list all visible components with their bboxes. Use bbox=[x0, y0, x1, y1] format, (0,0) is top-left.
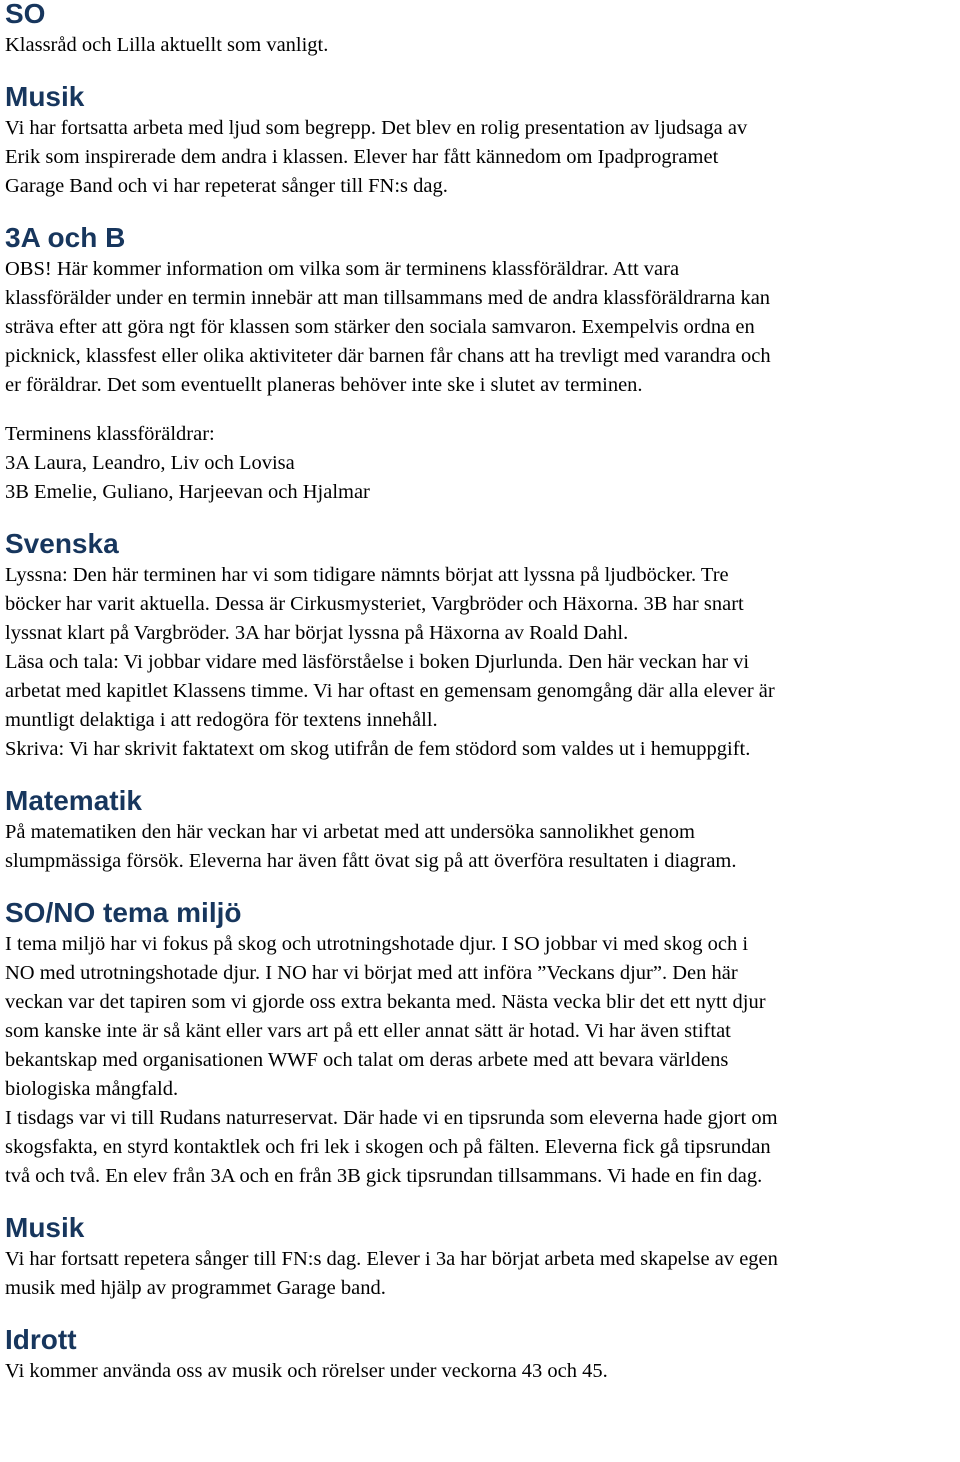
body-line: arbetat med kapitlet Klassens timme. Vi har oftast en gemensam genomgång där alla elever är bbox=[5, 680, 775, 702]
section-heading: Matematik bbox=[5, 785, 142, 816]
section-so bbox=[5, 0, 957, 60]
parents-3b: 3B Emelie, Guliano, Harjeevan och Hjalmar bbox=[5, 481, 370, 503]
section-musik bbox=[5, 80, 957, 201]
body-line: Skriva: Vi har skrivit faktatext om skog utifrån de fem stödord som valdes ut i hemuppgift. bbox=[5, 738, 751, 760]
body-line: Vi har fortsatt repetera sånger till FN:s dag. Elever i 3a har börjat arbeta med skapelse av egen bbox=[5, 1248, 778, 1270]
body-line: Garage Band och vi har repeterat sånger till FN:s dag. bbox=[5, 175, 448, 197]
body-line: OBS! Här kommer information om vilka som är terminens klassföräldrar. Att vara bbox=[5, 258, 680, 280]
body-line: Erik som inspirerade dem andra i klassen. Elever har fått kännedom om Ipadprogramet bbox=[5, 146, 719, 168]
section-heading: Musik bbox=[5, 81, 85, 112]
section-3a-och-b bbox=[5, 221, 957, 507]
section-idrott bbox=[5, 1323, 957, 1386]
section-heading: SO/NO tema miljö bbox=[5, 897, 242, 928]
body-line: Vi kommer använda oss av musik och rörelser under veckorna 43 och 45. bbox=[5, 1360, 608, 1382]
section-so-no-tema-miljo bbox=[5, 896, 957, 1191]
section-heading: SO bbox=[5, 0, 46, 29]
body-line: Klassråd och Lilla aktuellt som vanligt. bbox=[5, 34, 329, 56]
body-line: veckan var det tapiren som vi gjorde oss extra bekanta med. Nästa vecka blir det ett nytt djur bbox=[5, 991, 766, 1013]
section-heading: Idrott bbox=[5, 1324, 77, 1355]
body-line: böcker har varit aktuella. Dessa är Cirkusmysteriet, Vargbröder och Häxorna. 3B har snart bbox=[5, 593, 744, 615]
body-line: NO med utrotningshotade djur. I NO har vi börjat med att införa ”Veckans djur”. Den här bbox=[5, 962, 738, 984]
body-line: skogsfakta, en styrd kontaktlek och fri lek i skogen och på fälten. Eleverna fick gå tipsrundan bbox=[5, 1136, 771, 1158]
section-matematik bbox=[5, 784, 957, 876]
body-line: klassförälder under en termin innebär att man tillsammans med de andra klassföräldrarna kan bbox=[5, 287, 771, 309]
section-musik-2 bbox=[5, 1211, 957, 1303]
body-line: På matematiken den här veckan har vi arbetat med att undersöka sannolikhet genom bbox=[5, 821, 695, 843]
body-line: slumpmässiga försök. Eleverna har även fått övat sig på att överföra resultaten i diagram. bbox=[5, 850, 737, 872]
body-line: muntligt delaktiga i att redogöra för textens innehåll. bbox=[5, 709, 438, 731]
body-line: lyssnat klart på Vargbröder. 3A har börjat lyssna på Häxorna av Roald Dahl. bbox=[5, 622, 629, 644]
section-heading: 3A och B bbox=[5, 222, 126, 253]
body-line: sträva efter att göra ngt för klassen som stärker den sociala samvaron. Exempelvis ordna en bbox=[5, 316, 755, 338]
section-svenska bbox=[5, 527, 957, 764]
body-line: musik med hjälp av programmet Garage band. bbox=[5, 1277, 386, 1299]
section-heading: Svenska bbox=[5, 528, 119, 559]
body-line: bekantskap med organisationen WWF och talat om deras arbete med att bevara världens bbox=[5, 1049, 729, 1071]
section-heading: Musik bbox=[5, 1212, 85, 1243]
body-line: er föräldrar. Det som eventuellt planeras behöver inte ske i slutet av terminen. bbox=[5, 374, 643, 396]
body-line: två och två. En elev från 3A och en från 3B gick tipsrundan tillsammans. Vi hade en fin dag. bbox=[5, 1165, 763, 1187]
parents-title: Terminens klassföräldrar: bbox=[5, 423, 215, 445]
body-line: picknick, klassfest eller olika aktiviteter där barnen får chans att ha trevligt med varandra och bbox=[5, 345, 771, 367]
body-line: som kanske inte är så känt eller vars art på ett eller annat sätt är hotad. Vi har även stiftat bbox=[5, 1020, 731, 1042]
body-line: biologiska mångfald. bbox=[5, 1078, 179, 1100]
body-line: Lyssna: Den här terminen har vi som tidigare nämnts börjat att lyssna på ljudböcker. Tre bbox=[5, 564, 729, 586]
body-line: Vi har fortsatta arbeta med ljud som begrepp. Det blev en rolig presentation av ljudsaga av bbox=[5, 117, 748, 139]
newsletter-page bbox=[5, 0, 957, 1386]
body-line: I tisdags var vi till Rudans naturreservat. Där hade vi en tipsrunda som eleverna hade gjort om bbox=[5, 1107, 778, 1129]
body-line: I tema miljö har vi fokus på skog och utrotningshotade djur. I SO jobbar vi med skog och i bbox=[5, 933, 749, 955]
body-line: Läsa och tala: Vi jobbar vidare med läsförståelse i boken Djurlunda. Den här veckan har vi bbox=[5, 651, 750, 673]
parents-3a: 3A Laura, Leandro, Liv och Lovisa bbox=[5, 452, 295, 474]
